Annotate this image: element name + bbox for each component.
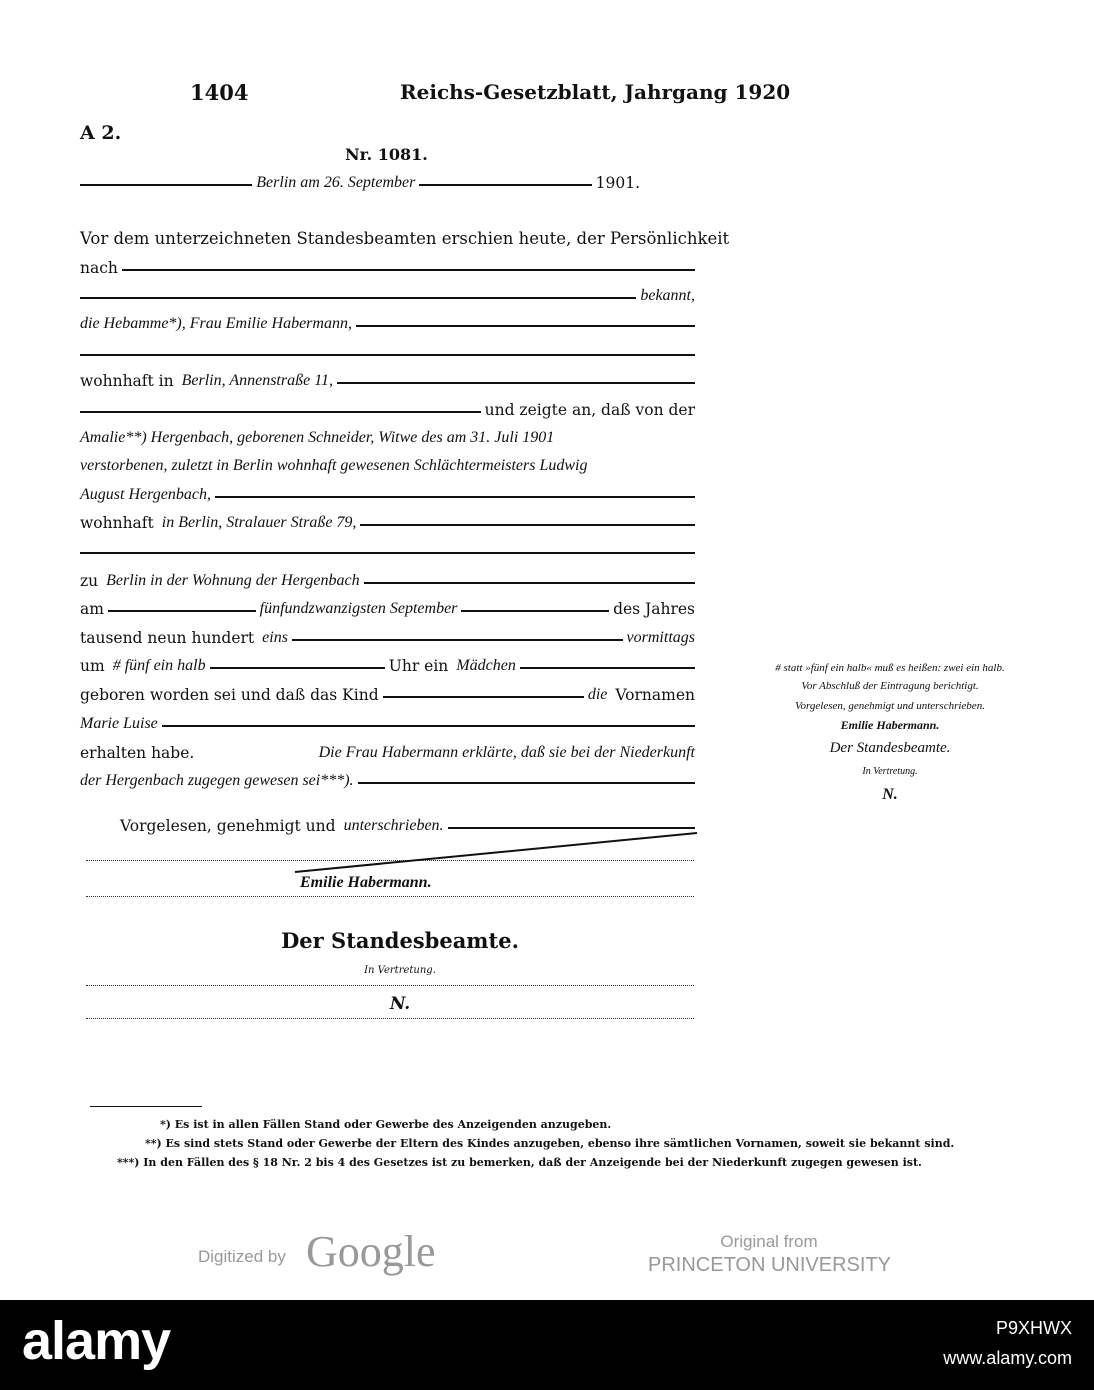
stock-url[interactable]: www.alamy.com	[943, 1348, 1072, 1368]
handwritten-entry: Berlin, Annenstraße 11,	[181, 372, 334, 389]
printed-text: tausend neun hundert	[80, 629, 255, 647]
margin-signature: Emilie Habermann.	[840, 718, 940, 732]
image-id: P9XHWX	[995, 1318, 1072, 1338]
page-number: 1404	[190, 80, 249, 105]
institution-name: PRINCETON UNIVERSITY	[648, 1254, 891, 1276]
google-logo: Google	[306, 1227, 436, 1276]
informant-signature: Emilie Habermann.	[300, 874, 432, 891]
handwritten-entry: bekannt,	[640, 287, 695, 304]
printed-text: um	[80, 657, 105, 675]
deputy-label: In Vertretung.	[364, 965, 436, 976]
footnote: *) Es ist in allen Fällen Stand oder Gewerbe des Anzeigenden anzugeben.	[160, 1118, 612, 1131]
handwritten-entry: # fünf ein halb	[112, 657, 206, 674]
footnote-rule	[90, 1106, 202, 1107]
registrar-title: Der Standesbeamte.	[281, 928, 519, 953]
signature-line	[86, 1018, 694, 1019]
handwritten-entry: die Hebamme*), Frau Emilie Habermann,	[80, 315, 352, 332]
handwritten-entry: Berlin in der Wohnung der Hergenbach	[106, 572, 360, 589]
printed-text: und zeigte an, daß von der	[484, 401, 695, 419]
footnote: **) Es sind stets Stand oder Gewerbe der Eltern des Kindes anzugeben, ebenso ihre sämtlichen Vornamen, soweit sie bekannt sind.	[145, 1137, 955, 1150]
handwritten-entry: Die Frau Habermann erklärte, daß sie bei der Niederkunft	[318, 744, 695, 761]
handwritten-entry: fünfundzwanzigsten September	[259, 600, 458, 617]
margin-note-line: Vor Abschluß der Eintragung berichtigt.	[801, 680, 979, 692]
printed-text: geboren worden sei und daß das Kind	[80, 686, 379, 704]
handwritten-entry: Marie Luise	[80, 715, 158, 732]
signature-line	[86, 985, 694, 986]
stock-photo-bar	[0, 1300, 1094, 1390]
form-code: A 2.	[80, 122, 122, 144]
margin-registrar-signature: N.	[882, 786, 898, 803]
handwritten-entry: der Hergenbach zugegen gewesen sei***).	[80, 772, 354, 789]
printed-text: Vornamen	[615, 686, 695, 704]
printed-text: zu	[80, 572, 99, 590]
handwritten-entry: die	[587, 686, 608, 703]
printed-text: des Jahres	[613, 600, 696, 618]
signature-line	[86, 896, 694, 897]
footnote: ***) In den Fällen des § 18 Nr. 2 bis 4 des Gesetzes ist zu bemerken, daß der Anzeigende bei der Niederkunft zugegen gewesen ist.	[117, 1156, 922, 1169]
printed-text: Uhr ein	[388, 657, 449, 675]
original-from-label: Original from	[720, 1232, 818, 1251]
handwritten-entry: in Berlin, Stralauer Straße 79,	[161, 514, 357, 531]
handwritten-entry: verstorbenen, zuletzt in Berlin wohnhaft gewesenen Schlächtermeisters Ludwig	[80, 457, 588, 474]
registrar-signature: N.	[389, 994, 411, 1014]
handwritten-entry: eins	[262, 629, 288, 646]
printed-text: Vorgelesen, genehmigt und	[120, 817, 336, 835]
printed-text: nach	[80, 259, 118, 277]
alamy-logo: alamy	[22, 1311, 171, 1371]
printed-text: erhalten habe.	[80, 744, 195, 762]
printed-text: wohnhaft	[80, 514, 154, 532]
handwritten-entry: vormittags	[626, 629, 695, 646]
margin-correction: # statt »fünf ein halb« muß es heißen: zwei ein halb.	[775, 662, 1005, 674]
handwritten-entry: August Hergenbach,	[80, 486, 211, 503]
margin-registrar-title: Der Standesbeamte.	[829, 740, 951, 756]
printed-text: Vor dem unterzeichneten Standesbeamten erschien heute, der Persönlichkeit	[80, 229, 730, 248]
margin-note-line: Vorgelesen, genehmigt und unterschrieben.	[795, 700, 985, 712]
record-number: Nr. 1081.	[345, 145, 428, 164]
margin-deputy-label: In Vertretung.	[862, 766, 918, 777]
printed-text: am	[80, 600, 104, 618]
handwritten-entry: Berlin am 26. September	[256, 174, 416, 191]
printed-text: 1901.	[595, 174, 641, 192]
publication-title: Reichs-Gesetzblatt, Jahrgang 1920	[400, 80, 791, 104]
printed-text: wohnhaft in	[80, 372, 174, 390]
handwritten-entry: Mädchen	[456, 657, 516, 674]
handwritten-entry: Amalie**) Hergenbach, geborenen Schneider, Witwe des am 31. Juli 1901	[80, 429, 555, 446]
handwritten-entry: unterschrieben.	[343, 817, 444, 834]
digitized-by-label: Digitized by	[198, 1247, 286, 1266]
